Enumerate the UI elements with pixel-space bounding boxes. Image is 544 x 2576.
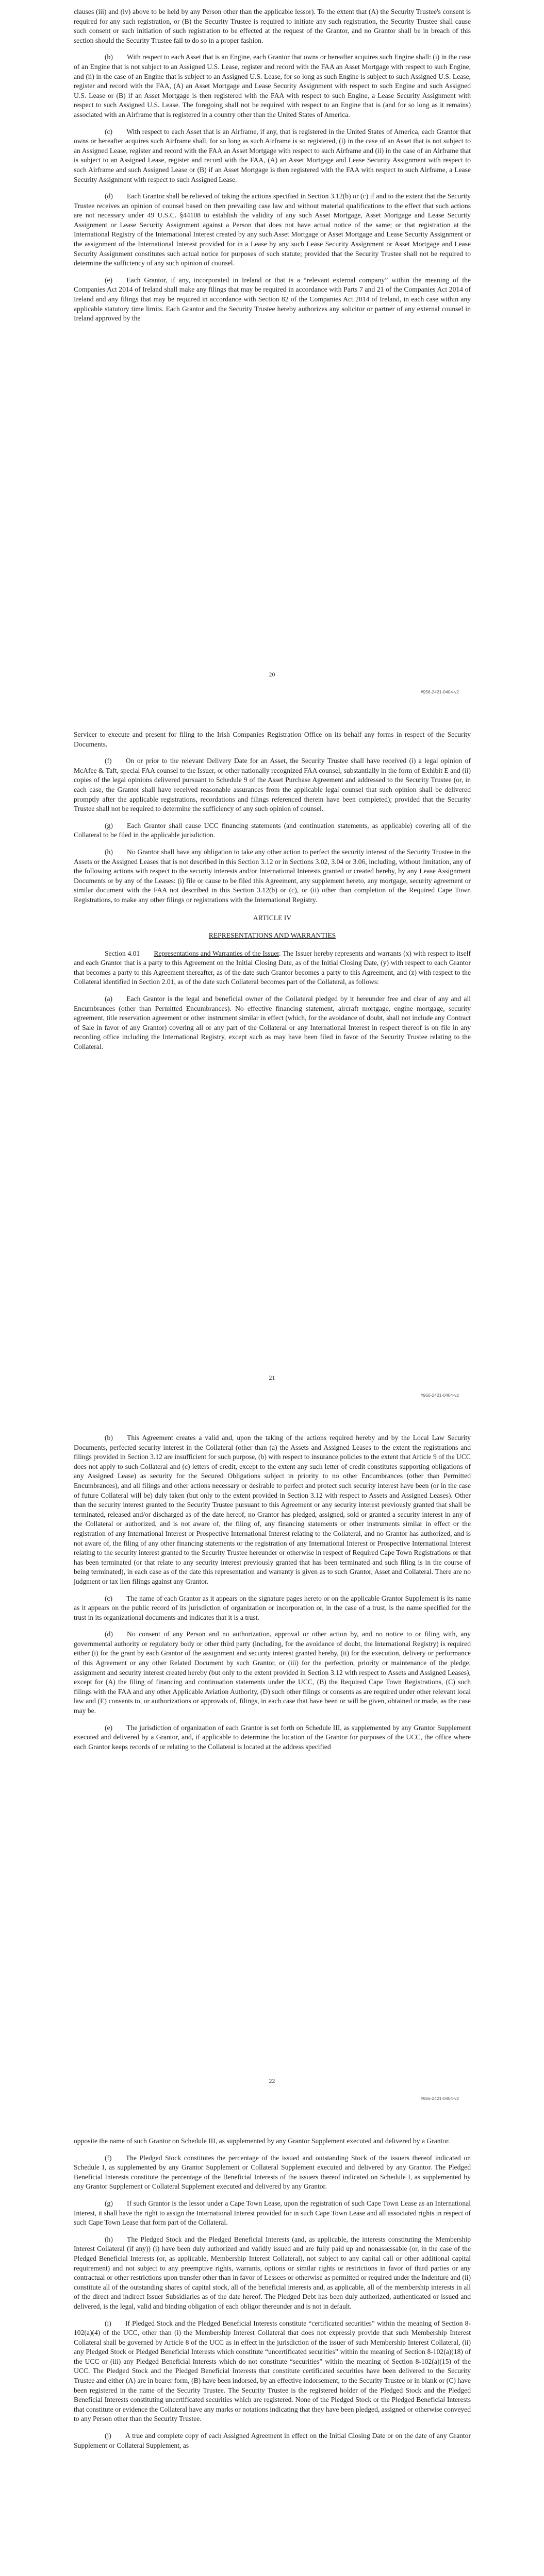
page-number: 22	[269, 2077, 275, 2084]
paragraph: (f) The Pledged Stock constitutes the percentage of the issued and outstanding Stock of the issuers thereof indicated on Schedule I, as supplemented by any Grantor Supplement or Collateral Supplement executed and delivered by any Grantor. The Pledged Beneficial Interests constitute the percentage of the Beneficial Interests of the issuers thereof indicated on Schedule I, as supplemented by any Grantor Supplement or Collateral Supplement executed and delivered by any Grantor.	[74, 2154, 471, 2191]
page-21-body	[74, 730, 471, 1052]
paragraph: (b) With respect to each Asset that is an Engine, each Grantor that owns or hereafter acquires such Engine shall: (i) in the case of an Engine that is not subject to an Assigned U.S. Lease, register and record with the FAA an Asset Mortgage with respect to such Engine, and (ii) in the case of an Engine that is subject to an Assigned U.S. Lease, for so long as such Engine is subject to such Assigned U.S. Lease, register and record with the FAA, (A) an Asset Mortgage and Lease Security Assignment with respect to such Engine and such Assigned U.S. Lease or (B) if an Asset Mortgage is then registered with the FAA with respect to such Engine, a Lease Security Assignment with respect to such Assigned U.S. Lease. The foregoing shall not be required with respect to an Engine that is (and for so long as it remains) associated with an Airframe that is registered in a country other than the United States of America.	[74, 53, 471, 118]
paragraph: (b) This Agreement creates a valid and, upon the taking of the actions required hereby and by the Local Law Security Documents, perfected security interest in the Collateral (other than (a) the Assets and Assigned Leases to the extent the registrations and filings provided in Section 3.12 are insufficient for such purpose, (b) with respect to insurance policies to the extent that Article 9 of the UCC does not apply to such Collateral and (c) letters of credit, except to the extent any such letter of credit constitutes supporting obligations of any Assigned Lease) as security for the Secured Obligations subject in priority to no other Encumbrances (other than Permitted Encumbrances), and all filings and other actions necessary or desirable to perfect and protect such security interest have been (or in the case of future Collateral will be) duly taken (but only to the extent provided in Section 3.12 with respect to Assets and Assigned Leases). Other than the security interest granted to the Security Trustee pursuant to this Agreement or any security interest previously granted that shall be terminated, released and/or discharged as of the date hereof, no Grantor has pledged, assigned, sold or granted a security interest in any of the Collateral or authorized, and is not aware of, the filing of, any financing statements or other instruments similar in effect or the registration of any International Interest or Prospective International Interest relating to the Collateral, and no Grantor has authorized, and is not aware of, the filing of any other financing statements or the registration of any International Interest or Prospective International Interest relating to the security interest granted to the Security Trustee hereunder or otherwise in respect of Required Cape Town Registrations or that has been terminated (or that relate to any security interest previously granted that has been terminated and such filing is in the course of being terminated), in each case as of the date this representation and warranty is given as to such Grantor, Asset and Collateral. There are no judgment or tax lien filings against any Grantor.	[74, 1434, 471, 1585]
page-23	[0, 2110, 544, 2576]
document-id: #956-2421-0404-v2	[420, 689, 459, 694]
article-title: ARTICLE IV	[253, 913, 292, 922]
paragraph: Servicer to execute and present for filing to the Irish Companies Registration Office on its behalf any forms in respect of the Security Documents.	[74, 731, 471, 748]
page-22	[0, 1406, 544, 2110]
page-22-body	[74, 1433, 471, 1752]
paragraph: clauses (iii) and (iv) above to be held by any Person other than the applicable lessor). To the extent that (A) the Security Trustee's consent is required for any such registration, or (B) the Security Trustee is required to initiate any such registration, the Security Trustee shall cause such consent or such initiation of such registration to be effected at the request of the Grantor, and no Grantor shall be in breach of this section should the Security Trustee fail to do so in a proper fashion.	[74, 8, 471, 44]
paragraph: (d) No consent of any Person and no authorization, approval or other action by, and no notice to or filing with, any governmental authority or regulatory body or other third party (including, for the avoidance of doubt, the International Registry) is required either (i) for the grant by each Grantor of the assignment and security interest granted hereby, (ii) for the execution, delivery or performance of this Agreement or any other Related Document by such Grantor, or (iii) for the perfection, priority or maintenance of the pledge, assignment and security interest created hereby (but only to the extent provided in Section 3.12 with respect to Assets and Assigned Leases), except for (A) the filing of financing and continuation statements under the UCC, (B) the Required Cape Town Registrations, (C) such filings with the FAA and any other Applicable Aviation Authority, (D) such other filings or consents as are required under other relevant local law and (E) consents to, or authorizations or approvals of, filings, in each case that have been or will be given, obtained or made, as the case may be.	[74, 1630, 471, 1715]
page-23-body	[74, 2137, 471, 2450]
paragraph: (h) No Grantor shall have any obligation to take any other action to perfect the security interest of the Security Trustee in the Assets or the Assigned Leases that is not described in this Section 3.12 or in Sections 3.02, 3.04 or 3.06, including, without limitation, any of the following actions with respect to the security interests and/or International Interests granted or created hereby, by any Lease Assignment Documents or by any of the Leases: (i) file or cause to be filed this Agreement, any supplement hereto, any mortgage, security agreement or similar document with the FAA not described in this Section 3.12(b) or (c), or (ii) other than completion of the Required Cape Town Registrations, to make any other filings or registrations with the International Registry.	[74, 848, 471, 904]
article-subtitle: REPRESENTATIONS AND WARRANTIES	[208, 931, 336, 940]
paragraph: (d) Each Grantor shall be relieved of taking the actions specified in Section 3.12(b) or (c) if and to the extent that the Security Trustee receives an opinion of counsel based on then prevailing case law and without material qualifications to the effect that such actions are not necessary under 49 U.S.C. §44108 to establish the validity of any such Asset Mortgage, Asset Mortgage and Lease Security Assignment or Lease Security Assignment against a Person that does not have actual notice of the same; or that registration at the International Registry of the International Interest created by any such Asset Mortgage or Asset Mortgage and Lease Security Assignment or the assignment of the International Interest provided for in a Lease by any such Lease Security Assignment or Asset Mortgage and Lease Security Assignment constitutes such actual notice for purposes of such statute; provided that the Security Trustee shall not be required to determine the sufficiency of any such opinion of counsel.	[74, 192, 471, 267]
section-title: Representations and Warranties of the Issuer	[154, 949, 279, 957]
page-21	[0, 703, 544, 1406]
paragraph: opposite the name of such Grantor on Schedule III, as supplemented by any Grantor Supplement executed and delivered by a Grantor.	[74, 2137, 450, 2145]
paragraph: (f) On or prior to the relevant Delivery Date for an Asset, the Security Trustee shall have received (i) a legal opinion of McAfee & Taft, special FAA counsel to the Issuer, or other nationally recognized FAA counsel, substantially in the form of Exhibit E and (ii) copies of the legal opinions delivered pursuant to Schedule 9 of the Asset Purchase Agreement and addressed to the Security Trustee (or, in each case, the Grantor shall have received reasonable assurances from the applicable legal counsel that such opinion shall be delivered promptly after the applicable registrations, recordations and filings referenced therein have been completed); provided that the Security Trustee shall not be required to determine the sufficiency of any such opinion of counsel.	[74, 757, 471, 813]
paragraph: (c) The name of each Grantor as it appears on the signature pages hereto or on the applicable Grantor Supplement is its name as it appears on the public record of its jurisdiction of organization or incorporation or, in the case of a trust, is the name specified for the trust in its organizational documents and indicates that it is a trust.	[74, 1594, 471, 1621]
paragraph: (h) The Pledged Stock and the Pledged Beneficial Interests (and, as applicable, the interests constituting the Membership Interest Collateral (if any)) (i) have been duly authorized and validly issued and are fully paid up and nonassessable (or, in the case of the Pledged Beneficial Interests (or, as applicable, Membership Interest Collateral), not subject to any capital call or other additional capital requirement) and not subject to any preemptive rights, warrants, options or similar rights or restrictions in favor of third parties or any contractual or other restrictions upon transfer other than in favor of Lessees or otherwise as permitted or required under the Indenture and (ii) constitute all of the outstanding shares of capital stock, all of the beneficial interests and, as applicable, all of the membership interests in all of the direct and indirect Issuer Subsidiaries as of the date hereof. The Pledged Debt has been duly authorized, authenticated or issued and delivered, is the legal, valid and binding obligation of each obligor thereunder and is not in default.	[74, 2235, 471, 2310]
page-number: 21	[269, 1374, 275, 1381]
page-20	[0, 0, 544, 703]
section-4-01	[74, 949, 471, 987]
section-number: Section 4.01	[105, 949, 140, 957]
page-20-body	[74, 7, 471, 324]
paragraph: (i) If Pledged Stock and the Pledged Beneficial Interests constitute “certificated securities” within the meaning of Section 8-102(a)(4) of the UCC, other than (i) the Membership Interest Collateral that does not expressly provide that such Membership Interest Collateral shall be governed by Article 8 of the UCC as in effect in the jurisdiction of the issuer of such Membership Interest Collateral, (ii) any Pledged Stock or Pledged Beneficial Interests which constitute “uncertificated securities” within the meaning of Section 8-102(a)(18) of the UCC or (iii) any Pledged Beneficial Interests which do not constitute “securities” within the meaning of Section 8-102(a)(15) of the UCC. The Pledged Stock and the Pledged Beneficial Interests that constitute certificated securities have been delivered to the Security Trustee and either (A) are in bearer form, (B) have been indorsed, by an effective indorsement, to the Security Trustee or in blank or (C) have been registered in the name of the Security Trustee. The Security Trustee is the registered holder of the Pledged Stock and the Pledged Beneficial Interests constituting uncertificated securities which are registered. None of the Pledged Stock or the Pledged Beneficial Interests that constitute or evidence the Collateral have any marks or notations indicating that they have been pledged, assigned or otherwise conveyed to any Person other than the Security Trustee.	[74, 2319, 471, 2423]
paragraph: (g) Each Grantor shall cause UCC financing statements (and continuation statements, as applicable) covering all of the Collateral to be filed in the applicable jurisdiction.	[74, 821, 471, 839]
paragraph: (g) If such Grantor is the lessor under a Cape Town Lease, upon the registration of such Cape Town Lease as an International Interest, it shall have the right to assign the International Interest provided for in such Cape Town Lease and all associated rights in respect of such Cape Town Lease that form part of the Collateral.	[74, 2199, 471, 2227]
paragraph: (a) Each Grantor is the legal and beneficial owner of the Collateral pledged by it hereunder free and clear of any and all Encumbrances (other than Permitted Encumbrances). No effective financing statement, aircraft mortgage, engine mortgage, security agreement, title reservation agreement or other instrument similar in effect (which, for the avoidance of doubt, shall not include any Contract of Sale in favor of any Grantor) covering all or any part of the Collateral or any International Interest in respect thereof is on file in any recording office including the International Registry, except such as may have been filed in favor of the Security Trustee relating to the Collateral.	[74, 995, 471, 1051]
paragraph: (j) A true and complete copy of each Assigned Agreement in effect on the Initial Closing Date or on the date of any Grantor Supplement or Collateral Supplement, as	[74, 2432, 471, 2449]
paragraph: (e) The jurisdiction of organization of each Grantor is set forth on Schedule III, as supplemented by any Grantor Supplement executed and delivered by a Grantor, and, if applicable to determine the location of the Grantor for purposes of the UCC, the office where each Grantor keeps records of or relating to the Collateral is located at the address specified	[74, 1723, 471, 1751]
section-text: . The Issuer hereby represents and warrants (x) with respect to itself and each Grantor that is a party to this Agreement on the Initial Closing Date, as of the Initial Closing Date, (y) with respect to each Grantor that becomes a party to this Agreement thereafter, as of the date such Grantor becomes a party to this Agreement, and (z) with respect to the Collateral identified in Section 2.01, as of the date such Collateral becomes part of the Collateral, as follows:	[74, 949, 471, 986]
page-number: 20	[269, 671, 275, 678]
document-id: #956-2421-0404-v2	[420, 2096, 459, 2101]
paragraph: (c) With respect to each Asset that is an Airframe, if any, that is registered in the United States of America, each Grantor that owns or hereafter acquires such Airframe shall, for so long as such Airframe is so registered, (i) in the case of an Asset that is not subject to an Assigned Lease, register and record with the FAA an Asset Mortgage with respect to such Airframe and (ii) in the case of an Airframe that is subject to an Assigned Lease, register and record with the FAA, (A) an Asset Mortgage and Lease Security Assignment with respect to such Airframe and such Assigned Lease or (B) if an Asset Mortgage is then registered with the FAA with respect to such Airframe, a Lease Security Assignment with respect to such Assigned Lease.	[74, 127, 471, 183]
paragraph: (e) Each Grantor, if any, incorporated in Ireland or that is a “relevant external company” within the meaning of the Companies Act 2014 of Ireland shall make any filings that may be required in accordance with Parts 7 and 21 of the Companies Act 2014 of Ireland and any filings that may be required in accordance with Section 82 of the Companies Act 2014 of Ireland, in each case within any applicable statutory time limits. Each Grantor and the Security Trustee hereby authorizes any solicitor or partner of any external counsel in Ireland approved by the	[74, 276, 471, 323]
document-id: #956-2421-0404-v2	[420, 1393, 459, 1398]
